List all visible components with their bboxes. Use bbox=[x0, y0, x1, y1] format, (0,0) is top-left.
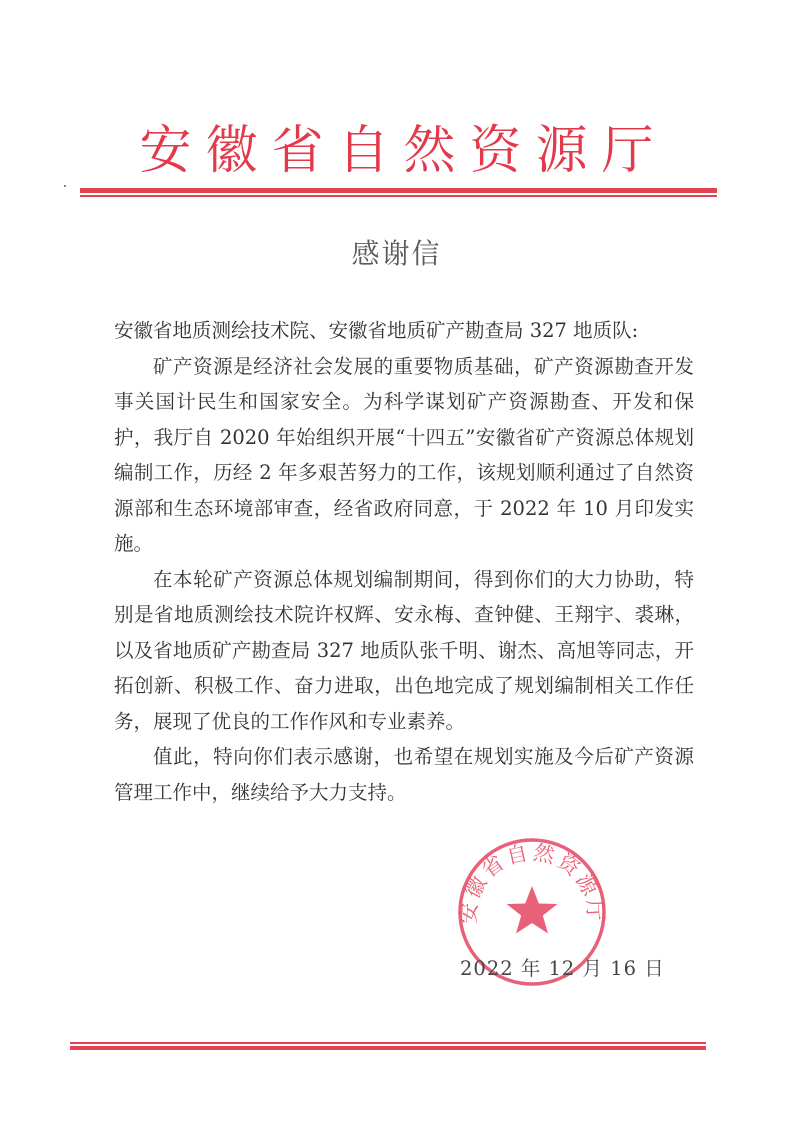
header-divider bbox=[80, 188, 717, 197]
footer-divider bbox=[70, 1042, 706, 1050]
footer-divider-thick bbox=[70, 1046, 706, 1050]
paragraph-1: 矿产资源是经济社会发展的重要物质基础，矿产资源勘查开发事关国计民生和国家安全。为科学谋划矿产资源勘查、开发和保护，我厅自 2020 年始组织开展“十四五”安徽省矿产资源总体规划编制工作，历经 2 年多艰苦努力的工作，该规划顺利通过了自然资源部和生态环境部审查，经省政府同意，于 2022 年 10 月印发实施。 bbox=[114, 354, 694, 555]
signature-date: 2022 年 12 月 16 日 bbox=[460, 957, 665, 980]
document-title: 感谢信 bbox=[351, 237, 442, 270]
header-divider-thin bbox=[80, 195, 717, 197]
letterhead bbox=[0, 108, 793, 183]
addressee: 安徽省地质测绘技术院、安徽省地质矿产勘查局 327 地质队: bbox=[114, 319, 639, 342]
star-icon bbox=[507, 886, 558, 934]
letter-body bbox=[114, 313, 694, 810]
paragraph-2: 在本轮矿产资源总体规划编制期间，得到你们的大力协助，特别是省地质测绘技术院许权辉、安永梅、查钟健、王翔宇、裘琳，以及省地质矿产勘查局 327 地质队张千明、谢杰、高旭等同志，开拓创新、积极工作、奋力进取，出色地完成了规划编制相关工作任务，展现了优良的工作作风和专业素养。 bbox=[114, 567, 694, 733]
paragraph-3: 值此，特向你们表示感谢，也希望在规划实施及今后矿产资源管理工作中，继续给予大力支持。 bbox=[114, 745, 694, 804]
letterhead-title: 安徽省自然资源厅 bbox=[139, 121, 668, 181]
scan-speck bbox=[64, 185, 66, 187]
seal-text: 安徽省自然资源厅 bbox=[456, 840, 608, 925]
